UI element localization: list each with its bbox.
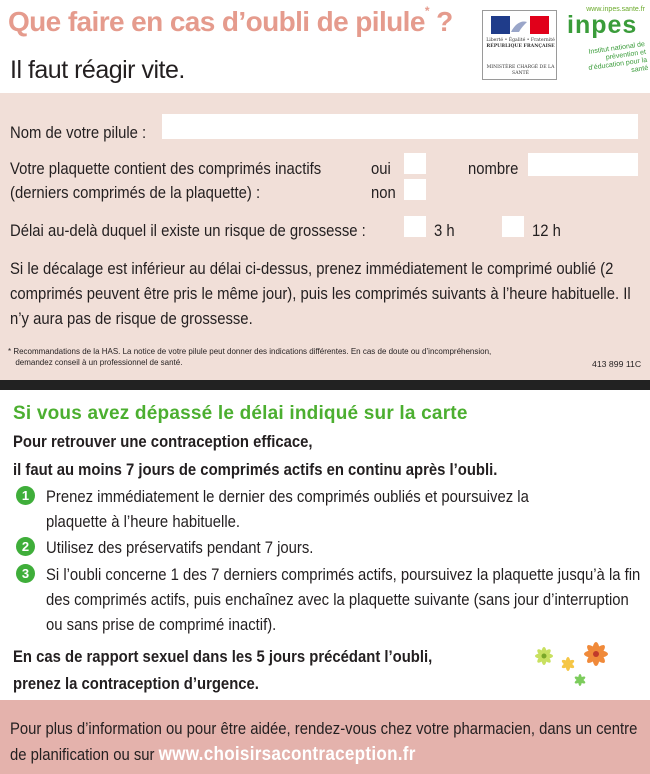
section-heading: Si vous avez dépassé le délai indiqué sur la carte xyxy=(13,403,468,424)
footer-text: Pour plus d’information ou pour être aidée, rendez-vous chez votre pharmacien, dans un centre de planification ou sur www.choisirsacontraception.fr xyxy=(10,720,638,765)
footnote-line-1: * Recommandations de la HAS. La notice de votre pilule peut donner des indications différentes. En cas de doute ou d’incompréhension, xyxy=(8,346,492,356)
marianne-flag-icon xyxy=(491,16,549,34)
rf-name: RÉPUBLIQUE FRANÇAISE xyxy=(486,44,555,49)
number-field[interactable] xyxy=(528,153,638,176)
rf-ministry: MINISTÈRE CHARGÉ DE LA SANTÉ xyxy=(486,65,555,76)
inpes-wordmark: inpes xyxy=(567,11,638,39)
inpes-url: www.inpes.sante.fr xyxy=(586,6,645,13)
delay-12h-checkbox[interactable] xyxy=(502,216,524,237)
no-label: non xyxy=(371,184,396,202)
delay-3h-label: 3 h xyxy=(434,222,455,240)
number-label: nombre xyxy=(468,160,519,178)
step-1-text: Prenez immédiatement le dernier des comprimés oubliés et poursuivez la plaquette à l’heure habituelle. xyxy=(46,488,529,531)
rf-motto: Liberté • Égalité • Fraternité xyxy=(486,38,555,43)
title-footnote-mark: * xyxy=(424,3,429,18)
no-checkbox[interactable] xyxy=(404,179,426,200)
intro-line-2: il faut au moins 7 jours de comprimés actifs en continu après l’oubli. xyxy=(13,461,498,479)
republique-francaise-logo xyxy=(482,10,557,80)
pill-name-label: Nom de votre pilule : xyxy=(10,124,147,142)
delay-12h-label: 12 h xyxy=(532,222,561,240)
urgent-line-2: prenez la contraception d’urgence. xyxy=(13,675,259,693)
inactive-tablets-label-2: (derniers comprimés de la plaquette) : xyxy=(10,184,261,202)
flowers-icon xyxy=(528,632,618,692)
page-subtitle: Il faut réagir vite. xyxy=(10,56,185,84)
footnote-line-2: demandez conseil à un professionnel de santé. xyxy=(15,357,183,367)
overdue-section xyxy=(0,390,650,700)
inpes-tagline: Institut national de prévention et d’éducation pour la santé xyxy=(588,41,649,75)
page-title: Que faire en cas d’oubli de pilule* ? xyxy=(8,3,453,37)
contraception-website-link[interactable]: www.choisirsacontraception.fr xyxy=(158,744,416,765)
step-3-number-icon: 3 xyxy=(16,564,35,583)
urgent-line-1: En cas de rapport sexuel dans les 5 jours précédant l’oubli, xyxy=(13,648,433,666)
step-2-number-icon: 2 xyxy=(16,537,35,556)
inactive-tablets-label: Votre plaquette contient des comprimés inactifs xyxy=(10,160,322,178)
step-3-text: Si l’oubli concerne 1 des 7 derniers comprimés actifs, poursuivez la plaquette jusqu’à la fin des comprimés actifs, puis enchaînez avec la plaquette suivante (sans jour d’interruption ou sans prise de comprimé inactif). xyxy=(46,566,641,634)
instruction-text: Si le décalage est inférieur au délai ci-dessus, prenez immédiatement le comprimé oublié (2 comprimés peuvent être pris le même jour), puis les comprimés suivants à l’heure habituelle. Il n’y aura pas de risque de grossesse. xyxy=(10,260,631,328)
step-1-number-icon: 1 xyxy=(16,486,35,505)
pill-card xyxy=(0,93,650,380)
reference-code: 413 899 11C xyxy=(592,359,642,369)
delay-label: Délai au-delà duquel il existe un risque de grossesse : xyxy=(10,222,366,240)
intro-line-1: Pour retrouver une contraception efficace, xyxy=(13,433,313,451)
step-2-text: Utilisez des préservatifs pendant 7 jours. xyxy=(46,539,314,557)
footer xyxy=(0,700,650,774)
pill-name-field[interactable] xyxy=(162,114,638,139)
yes-checkbox[interactable] xyxy=(404,153,426,174)
yes-label: oui xyxy=(371,160,391,178)
inpes-logo xyxy=(563,6,649,84)
separator-bar xyxy=(0,380,650,390)
footnote xyxy=(8,346,560,368)
delay-3h-checkbox[interactable] xyxy=(404,216,426,237)
header xyxy=(0,0,650,93)
